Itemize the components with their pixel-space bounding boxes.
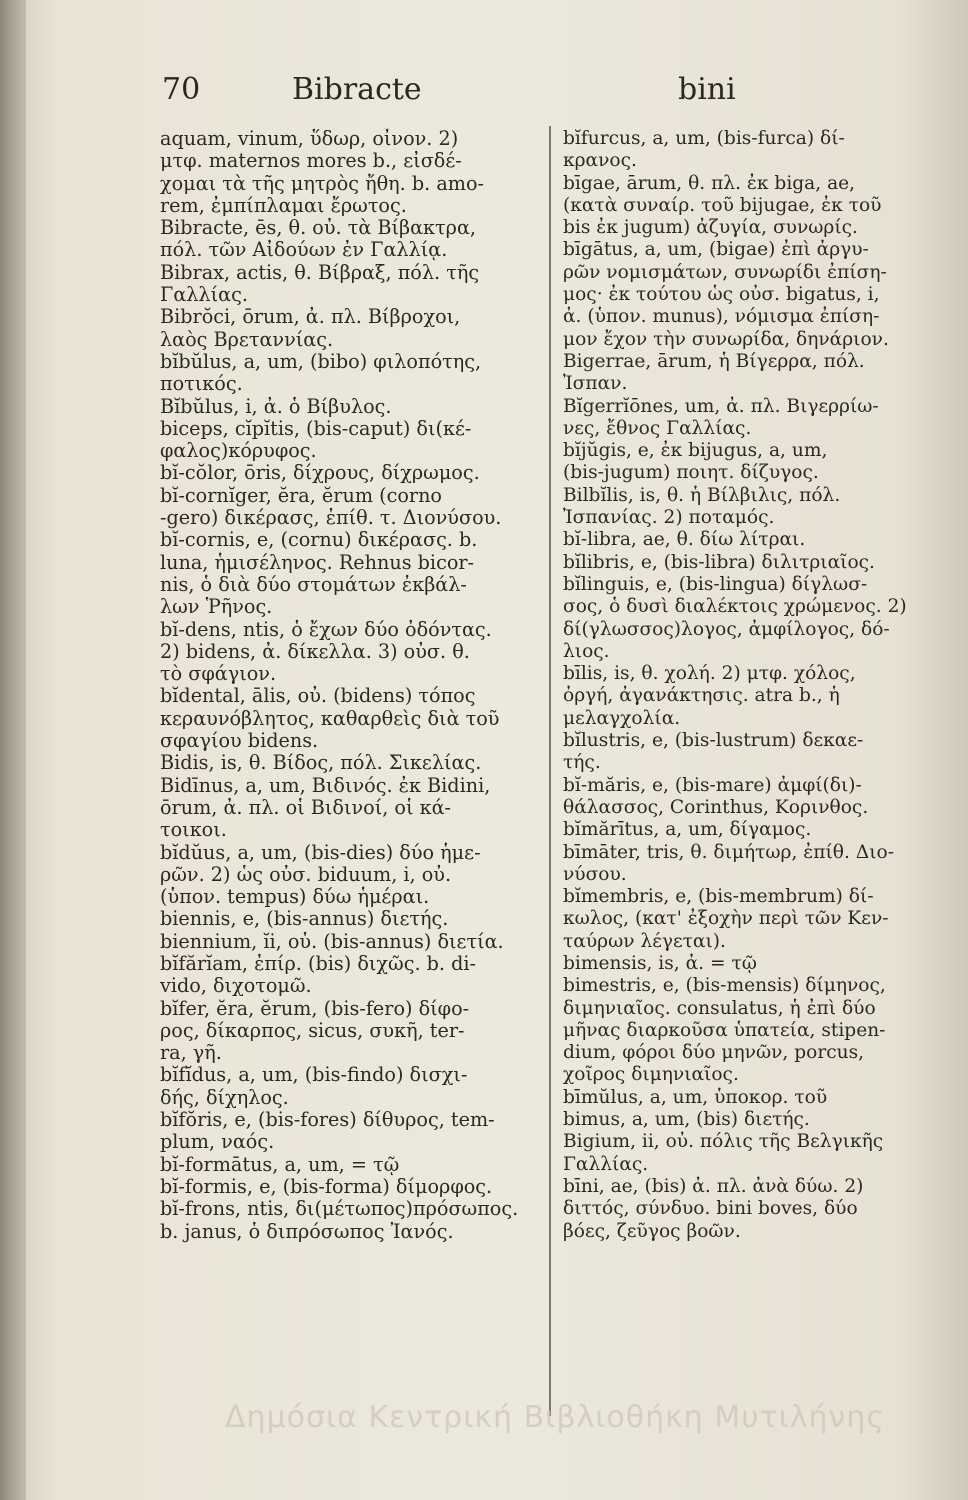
entry-line: bĭ-libra, ae, θ. δίω λίτραι. [563, 529, 806, 551]
entry-line: Bigium, ii, οὐ. πόλις τῆς Βελγικῆς [563, 1131, 884, 1153]
entry-line: (bis-jugum) ποιητ. δίζυγος. [563, 462, 819, 484]
entry-line: bĭdŭus, a, um, (bis-dies) δύο ἡμε- [160, 841, 481, 864]
entry-line: Bidis, is, θ. Βίδος, πόλ. Σικελίας. [160, 752, 482, 775]
entry-line: bĭfŏris, e, (bis-fores) δίθυρος, tem- [160, 1109, 495, 1132]
entry-line: ra, γῆ. [160, 1042, 222, 1065]
entry-line: λιος. [563, 640, 610, 662]
entry-line: Ἰσπαν. [563, 373, 628, 395]
entry-line: Bigerrae, ārum, ἡ Βίγερρα, πόλ. [563, 350, 865, 372]
entry-line: τὸ σφάγιον. [160, 663, 277, 686]
entry-line: Ἰσπανίας. 2) ποταμός. [563, 507, 775, 529]
entry-line: Bĭbŭlus, i, ἀ. ὁ Βίβυλος. [160, 395, 392, 418]
entry-line: bīmŭlus, a, um, ὑποκορ. τοῦ [563, 1086, 828, 1108]
entry-line: δί(γλωσσος)λογος, ἀμφίλογος, δό- [563, 618, 890, 640]
entry-line: μος· ἐκ τούτου ὡς οὐσ. bigatus, i, [563, 284, 880, 306]
entry-line: λων Ῥῆνος. [160, 596, 273, 619]
entry-line: bĭ-cornis, e, (cornu) δικέρασς. b. [160, 529, 478, 552]
entry-line: dium, φόροι δύο μηνῶν, porcus, [563, 1042, 865, 1064]
entry-line: Bidīnus, a, um, Βιδινός. ἐκ Bidini, [160, 774, 491, 797]
entry-line: bĭ-formātus, a, um, = τῷ [160, 1153, 400, 1176]
entry-line: τής. [563, 752, 601, 774]
entry-line: biceps, cĭpĭtis, (bis-caput) δι(κέ- [160, 417, 472, 440]
entry-line: Bibrŏci, ōrum, ἀ. πλ. Βίβροχοι, [160, 306, 461, 329]
entry-line: (ὑπον. tempus) δύω ἡμέραι. [160, 886, 430, 909]
entry-line: διμηνιαῖος. consulatus, ἡ ἐπὶ δύο [563, 997, 876, 1019]
entry-line: bīlis, is, θ. χολή. 2) μτφ. χόλος, [563, 663, 856, 685]
entry-line: μον ἔχον τὴν συνωρίδα, δηνάριον. [563, 328, 889, 350]
entry-line: bĭ-frons, ntis, δι(μέτωπος)πρόσωπος. [160, 1198, 519, 1221]
entry-line: ōrum, ἀ. πλ. οἱ Βιδινοί, οἱ κά- [160, 796, 452, 819]
entry-line: vido, διχοτομῶ. [160, 975, 312, 998]
entry-line: bĭ-cornĭger, ĕra, ĕrum (corno [160, 484, 442, 507]
entry-line: (κατὰ συναίρ. τοῦ bijugae, ἐκ τοῦ [563, 194, 882, 216]
entry-line: bĭ-cŏlor, ōris, δίχρους, δίχρωμος. [160, 462, 480, 485]
entry-line: bĭbŭlus, a, um, (bibo) φιλοπότης, [160, 350, 482, 373]
entry-line: bīmāter, tris, θ. διμήτωρ, ἐπίθ. Διο- [563, 841, 895, 863]
entry-line: -gero) δικέρασς, ἐπίθ. τ. Διονύσου. [160, 507, 502, 530]
entry-line: biennis, e, (bis-annus) διετής. [160, 908, 449, 931]
entry-line: bĭmărītus, a, um, δίγαμος. [563, 819, 812, 841]
entry-line: δής, δίχηλος. [160, 1086, 289, 1109]
left-column [160, 128, 560, 1243]
entry-line: 2) bidens, ἀ. δίκελλα. 3) οὐσ. θ. [160, 640, 470, 663]
entry-line: λαὸς Βρεταννίας. [160, 328, 334, 351]
entry-line: bĭfurcus, a, um, (bis-furca) δί- [563, 128, 845, 149]
entry-line: bĭ-dens, ntis, ὁ ἔχων δύο ὀδόντας. [160, 618, 492, 641]
entry-line: ποτικός. [160, 373, 243, 396]
entry-line: κεραυνόβλητος, καθαρθεὶς διὰ τοῦ [160, 707, 500, 730]
right-guide-word: bini [678, 72, 736, 107]
entry-line: bis ἐκ jugum) ἀζυγία, συνωρίς. [563, 217, 858, 239]
column-divider [549, 126, 551, 1416]
entry-line: bĭjŭgis, e, ἐκ bijugus, a, um, [563, 440, 828, 462]
entry-line: ρῶν νομισμάτων, συνωρίδι ἐπίση- [563, 261, 887, 283]
entry-line: φαλος)κόρυφος. [160, 440, 317, 463]
entry-line: bĭlinguis, e, (bis-lingua) δίγλωσ- [563, 573, 868, 595]
entry-line: bīgae, ārum, θ. πλ. ἐκ biga, ae, [563, 172, 856, 194]
entry-line: πόλ. τῶν Αἰδούων ἐν Γαλλίᾳ. [160, 239, 448, 262]
entry-line: νύσου. [563, 863, 627, 885]
entry-line: τοικοι. [160, 819, 227, 842]
entry-line: μῆνας διαρκοῦσα ὑπατεία, stipen- [563, 1019, 886, 1041]
entry-line: rem, ἐμπίπλαμαι ἔρωτος. [160, 194, 407, 217]
entry-line: χοῖρος διμηνιαῖος. [563, 1064, 739, 1086]
entry-line: σφαγίου bidens. [160, 730, 319, 753]
entry-line: σος, ὁ δυσὶ διαλέκτοις χρώμενος. 2) [563, 596, 907, 618]
entry-line: bĭ-formis, e, (bis-forma) δίμορφος. [160, 1175, 493, 1198]
entry-line: ρος, δίκαρπος, sicus, συκῆ, ter- [160, 1019, 465, 1042]
book-binding-edge [0, 0, 26, 1500]
entry-line: bimensis, is, ἀ. = τῷ [563, 952, 757, 974]
entry-line: luna, ἡμισέληνος. Rehnus bicor- [160, 551, 475, 574]
entry-line: plum, ναός. [160, 1131, 275, 1154]
entry-line: Bilbĭlis, is, θ. ἡ Βίλβιλις, πόλ. [563, 484, 841, 506]
entry-line: bĭlibris, e, (bis-libra) διλιτριαῖος. [563, 551, 875, 573]
entry-line: bĭfĭdus, a, um, (bis-findo) δισχι- [160, 1064, 468, 1087]
page-header [0, 72, 968, 122]
entry-line: bĭlustris, e, (bis-lustrum) δεκαε- [563, 730, 864, 752]
entry-line: bimestris, e, (bis-mensis) δίμηνος, [563, 975, 886, 997]
entry-line: κρανος. [563, 150, 637, 172]
entry-line: bĭfer, ĕra, ĕrum, (bis-fero) δίφο- [160, 997, 470, 1020]
entry-line: nis, ὁ διὰ δύο στομάτων ἐκβάλ- [160, 573, 467, 596]
entry-line: κωλος, (κατ' ἐξοχὴν περὶ τῶν Κεν- [563, 908, 889, 930]
entry-line: Bĭgerrĭōnes, um, ἀ. πλ. Βιγερρίω- [563, 395, 879, 417]
entry-line: διττός, σύνδυο. bini boves, δύο [563, 1198, 858, 1220]
library-watermark: Δημόσια Κεντρική Βιβλιοθήκη Μυτιλήνης [225, 1400, 885, 1435]
right-column [563, 128, 935, 1243]
entry-line: bīni, ae, (bis) ἀ. πλ. ἀνὰ δύω. 2) [563, 1175, 864, 1197]
entry-line: ταύρων λέγεται). [563, 930, 726, 952]
left-guide-word: Bibracte [292, 72, 422, 107]
entry-line: bĭ-măris, e, (bis-mare) ἀμφί(δι)- [563, 774, 862, 796]
entry-line: bĭfărĭam, ἐπίρ. (bis) διχῶς. b. di- [160, 952, 477, 975]
entry-line: bīgātus, a, um, (bigae) ἐπὶ ἀργυ- [563, 239, 869, 261]
entry-line: μελαγχολία. [563, 707, 681, 729]
entry-line: Γαλλίας. [563, 1153, 649, 1175]
entry-line: θάλασσος, Corinthus, Κορινθος. [563, 796, 869, 818]
entry-line: Γαλλίας. [160, 284, 248, 307]
entry-line: βόες, ζεῦγος βοῶν. [563, 1220, 741, 1242]
entry-line: bimus, a, um, (bis) διετής. [563, 1109, 810, 1131]
entry-line: bĭdental, ālis, οὐ. (bidens) τόπος [160, 685, 476, 708]
entry-line: ἀ. (ὑπον. munus), νόμισμα ἐπίση- [563, 306, 880, 328]
entry-line: aquam, vinum, ὕδωρ, οἶνον. 2) [160, 128, 459, 150]
page-number: 70 [162, 72, 201, 107]
entry-line: Bibracte, ēs, θ. οὐ. τὰ Βίβακτρα, [160, 217, 476, 240]
entry-line: νες, ἔθνος Γαλλίας. [563, 417, 752, 439]
entry-line: χομαι τὰ τῆς μητρὸς ἤθη. b. amo- [160, 172, 485, 195]
entry-line: ὀργή, ἀγανάκτησις. atra b., ἡ [563, 685, 840, 707]
entry-line: b. janus, ὁ διπρόσωπος Ἰανός. [160, 1220, 454, 1243]
entry-line: ρῶν. 2) ὡς οὐσ. biduum, i, οὐ. [160, 863, 452, 886]
entry-line: biennium, ĭi, οὐ. (bis-annus) διετία. [160, 930, 504, 953]
entry-line: Bibrax, actis, θ. Βίβραξ, πόλ. τῆς [160, 261, 480, 284]
entry-line: μτφ. maternos mores b., εἰσδέ- [160, 150, 462, 173]
entry-line: bĭmembris, e, (bis-membrum) δί- [563, 886, 874, 908]
